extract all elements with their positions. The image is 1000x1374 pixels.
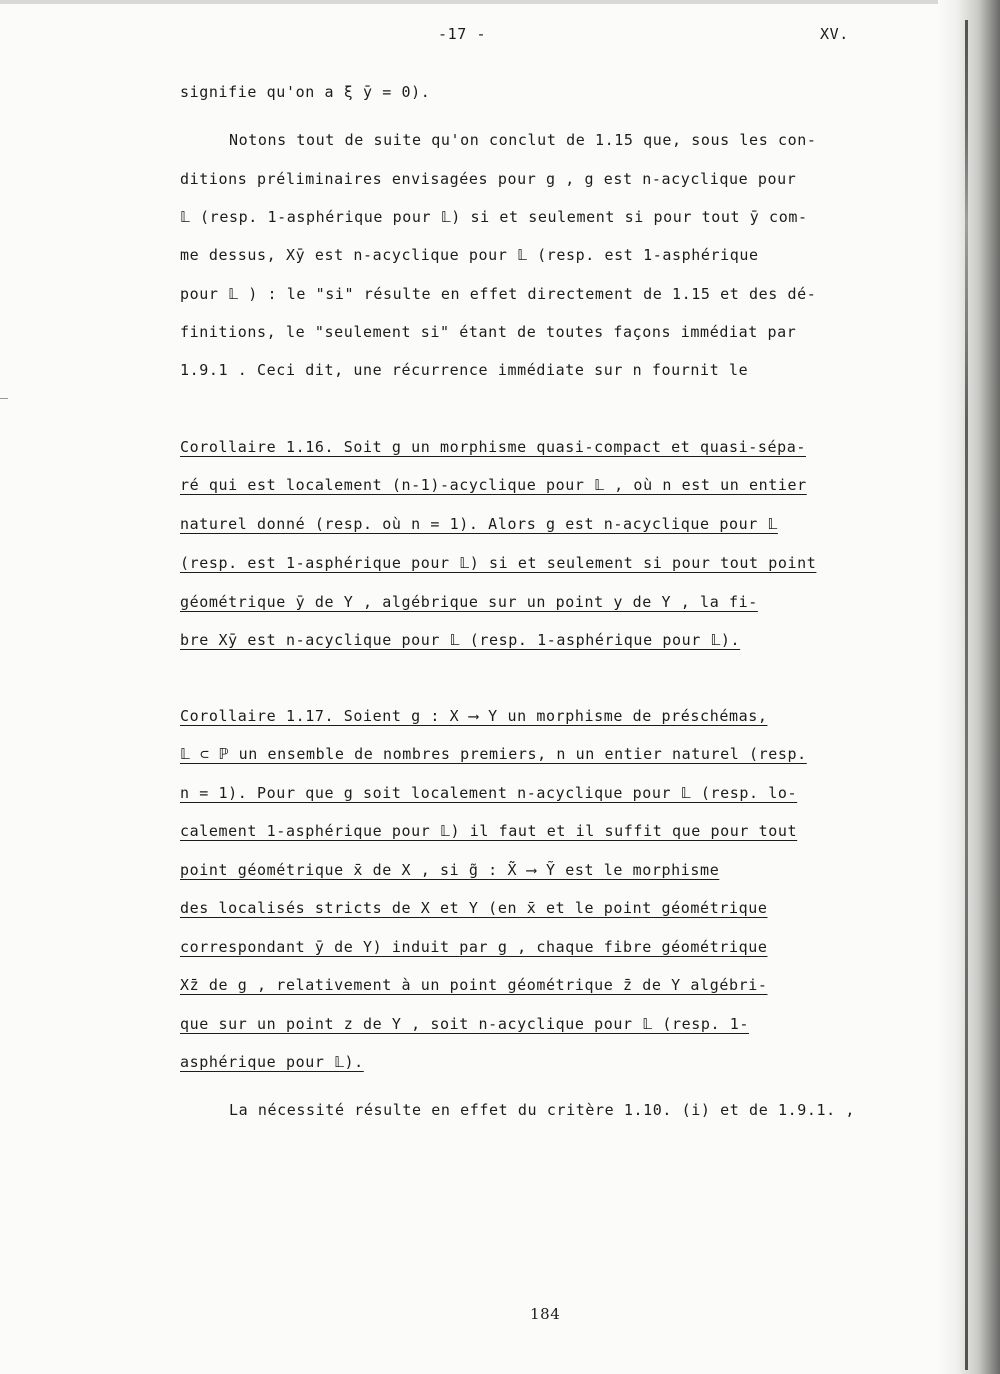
text-line-6: pour 𝕃 ) : le "si" résulte en effet directement de 1.15 et des dé-: [180, 285, 817, 303]
scan-top-border: [0, 0, 1000, 4]
text-line-8: 1.9.1 . Ceci dit, une récurrence immédiate sur n fournit le: [180, 361, 749, 379]
corollary-1-16-line-6: bre Xȳ est n-acyclique pour 𝕃 (resp. 1-asphérique pour 𝕃).: [180, 631, 741, 649]
scan-binding-line: [965, 20, 968, 1370]
corollary-1-17-line-2: 𝕃 ⊂ ℙ un ensemble de nombres premiers, n un entier naturel (resp.: [180, 745, 807, 763]
text-line-2: Notons tout de suite qu'on conclut de 1.15 que, sous les con-: [229, 131, 817, 149]
corollary-1-17-line-9: que sur un point z de Y , soit n-acyclique pour 𝕃 (resp. 1-: [180, 1015, 750, 1033]
corollary-1-17-line-4: calement 1-asphérique pour 𝕃) il faut et il suffit que pour tout: [180, 822, 798, 840]
page-marker: -17 -: [438, 25, 487, 43]
corollary-1-16-line-3: naturel donné (resp. où n = 1). Alors g est n-acyclique pour 𝕃: [180, 515, 778, 533]
corollary-1-17-line-7: correspondant ȳ de Y) induit par g , chaque fibre géométrique: [180, 938, 768, 956]
text-line-4: 𝕃 (resp. 1-asphérique pour 𝕃) si et seulement si pour tout ȳ com-: [180, 208, 808, 226]
scan-margin-mark: [0, 398, 8, 399]
scan-right-shadow: [938, 0, 1000, 1374]
text-line-1: signifie qu'on a ξ ȳ = 0).: [180, 83, 431, 101]
text-line-7: finitions, le "seulement si" étant de toutes façons immédiat par: [180, 323, 797, 341]
section-number: XV.: [820, 25, 849, 43]
corollary-1-17-line-1: Corollaire 1.17. Soient g : X ⟶ Y un morphisme de préschémas,: [180, 707, 768, 725]
corollary-1-16-line-1: Corollaire 1.16. Soit g un morphisme quasi-compact et quasi-sépa-: [180, 438, 806, 456]
corollary-1-17-line-8: Xz̄ de g , relativement à un point géométrique z̄ de Y algébri-: [180, 976, 768, 994]
corollary-1-16-line-5: géométrique ȳ de Y , algébrique sur un point y de Y , la fi-: [180, 593, 758, 611]
text-line-5: me dessus, Xȳ est n-acyclique pour 𝕃 (resp. est 1-asphérique: [180, 246, 759, 264]
corollary-1-17-line-10: asphérique pour 𝕃).: [180, 1053, 364, 1071]
corollary-1-17-line-6: des localisés stricts de X et Y (en x̄ et le point géométrique: [180, 899, 768, 917]
corollary-1-17-line-3: n = 1). Pour que g soit localement n-acyclique pour 𝕃 (resp. lo-: [180, 784, 798, 802]
corollary-1-17-line-5: point géométrique x̄ de X , si g̃ : X̃ ⟶ Ỹ est le morphisme: [180, 861, 720, 879]
corollary-1-16-line-2: ré qui est localement (n-1)-acyclique pour 𝕃 , où n est un entier: [180, 476, 807, 494]
corollary-1-16-line-4: (resp. est 1-asphérique pour 𝕃) si et seulement si pour tout point: [180, 554, 817, 572]
text-line-last: La nécessité résulte en effet du critère 1.10. (i) et de 1.9.1. ,: [229, 1101, 855, 1119]
text-line-3: ditions préliminaires envisagées pour g , g est n-acyclique pour: [180, 170, 797, 188]
page-number: 184: [530, 1305, 561, 1323]
